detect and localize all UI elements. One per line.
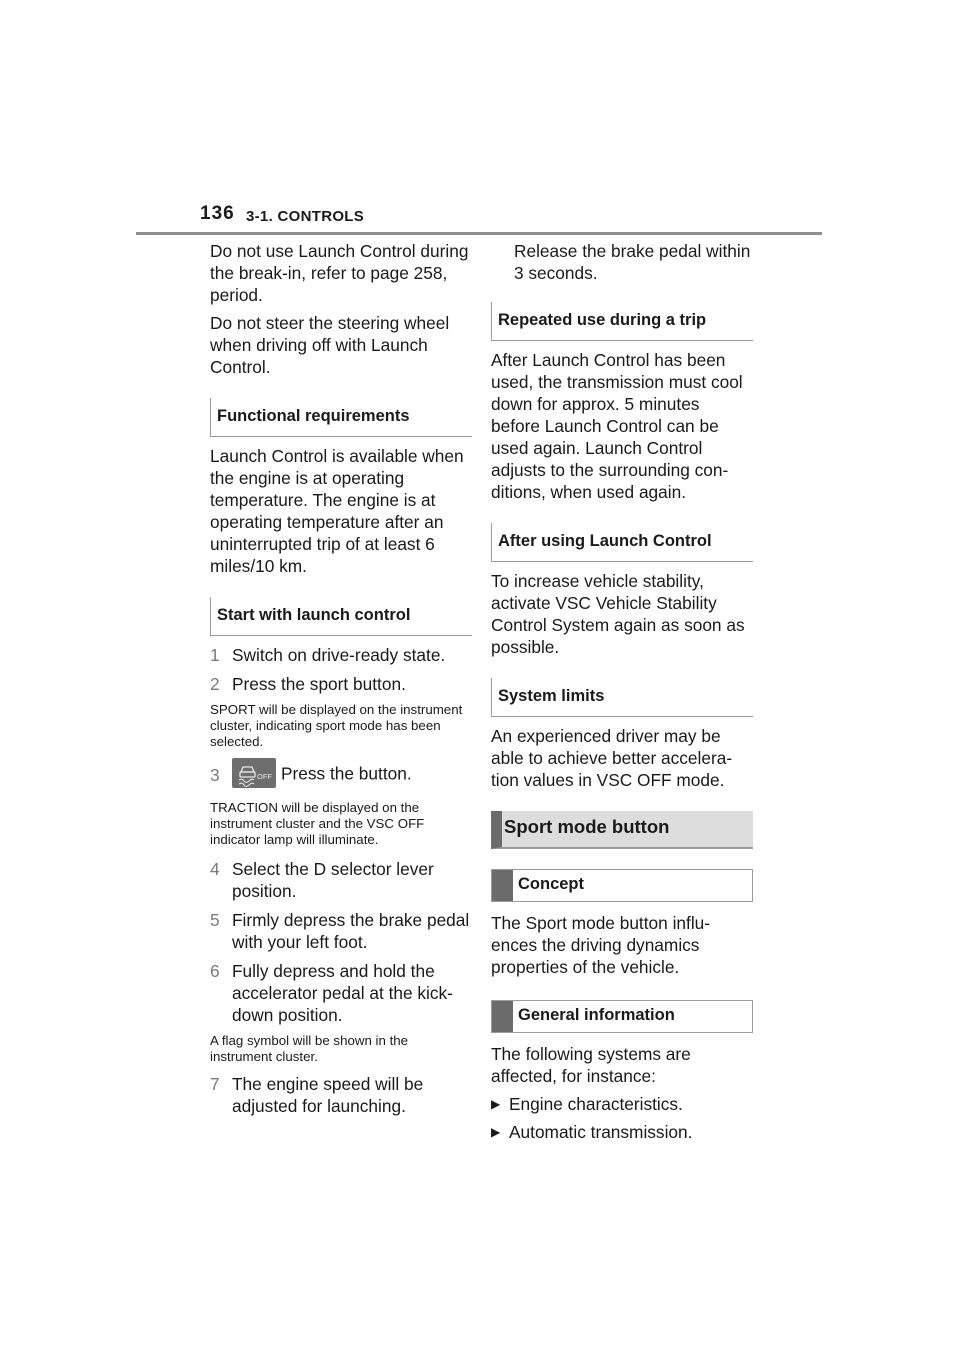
general-information-text: The following systems are affected, for instance: bbox=[491, 1044, 691, 1086]
after-launch-control-heading: After using Launch Control bbox=[491, 523, 753, 562]
list-item-text: Automatic transmission. bbox=[509, 1122, 693, 1142]
start-launch-control-heading: Start with launch control bbox=[210, 597, 472, 636]
steering-paragraph: Do not steer the steering wheel when driving off with Launch Control. bbox=[210, 313, 450, 377]
step-text: The engine speed will be adjusted for launching. bbox=[232, 1074, 424, 1116]
traction-control-off-icon bbox=[232, 758, 276, 788]
flag-note: A flag symbol will be shown in the instrument cluster. bbox=[210, 1033, 409, 1064]
header-divider bbox=[136, 232, 822, 235]
step-text: Firmly depress the brake pedal with your left foot. bbox=[232, 910, 470, 952]
list-item bbox=[491, 1121, 753, 1143]
left-column bbox=[210, 240, 472, 1124]
step-text: Select the D selector lever position. bbox=[232, 859, 434, 901]
step-2 bbox=[210, 673, 472, 695]
concept-heading-label: Concept bbox=[518, 875, 584, 893]
step-number: 7 bbox=[210, 1074, 220, 1094]
list-item bbox=[491, 1093, 753, 1115]
list-item-text: Engine characteristics. bbox=[509, 1094, 683, 1114]
step-text: Press the sport button. bbox=[232, 674, 406, 694]
system-limits-heading: System limits bbox=[491, 678, 753, 717]
heading-bar bbox=[492, 870, 513, 901]
step-4 bbox=[210, 858, 472, 902]
step-number: 3 bbox=[210, 765, 220, 785]
right-column bbox=[491, 240, 753, 1149]
step-6 bbox=[210, 960, 472, 1026]
step-number: 5 bbox=[210, 910, 220, 930]
page-number: 136 bbox=[200, 203, 235, 224]
repeated-use-text: After Launch Control has been used, the transmission must cool down for approx. 5 minutes before Launch Control can be used again. Launch Control adjusts to the surrounding con-ditions, when used again. bbox=[491, 350, 743, 502]
release-brake-text: Release the brake pedal within 3 seconds. bbox=[514, 241, 751, 283]
step-text: Fully depress and hold the accelerator pedal at the kick-down position. bbox=[232, 961, 453, 1025]
bullet-triangle-icon: ▶ bbox=[491, 1125, 501, 1139]
sport-mode-heading: Sport mode button bbox=[491, 811, 753, 849]
sport-note: SPORT will be displayed on the instrument cluster, indicating sport mode has been selected. bbox=[210, 702, 463, 749]
step-number: 1 bbox=[210, 645, 220, 665]
repeated-use-heading: Repeated use during a trip bbox=[491, 302, 753, 341]
step-number: 4 bbox=[210, 859, 220, 879]
step-number: 6 bbox=[210, 961, 220, 981]
traction-note: TRACTION will be displayed on the instrument cluster and the VSC OFF indicator lamp will illuminate. bbox=[210, 800, 425, 847]
icon-off-label: OFF bbox=[257, 772, 272, 781]
break-in-paragraph: Do not use Launch Control during the break-in, refer to page 258, period. bbox=[210, 241, 469, 305]
functional-requirements-text: Launch Control is available when the engine is at operating temperature. The engine is at operating temperature after an uninterrupted trip of at least 6 miles/10 km. bbox=[210, 446, 464, 576]
step-5 bbox=[210, 909, 472, 953]
section-title: 3-1. CONTROLS bbox=[246, 208, 365, 225]
general-information-heading bbox=[491, 1000, 753, 1033]
system-limits-text: An experienced driver may be able to achieve better accelera-tion values in VSC OFF mode. bbox=[491, 726, 733, 790]
concept-heading bbox=[491, 869, 753, 902]
after-launch-control-text: To increase vehicle stability, activate VSC Vehicle Stability Control System again as soon as possible. bbox=[491, 571, 745, 657]
step-text: Switch on drive-ready state. bbox=[232, 645, 446, 665]
step-3 bbox=[210, 760, 472, 790]
step-1 bbox=[210, 644, 472, 666]
step-7 bbox=[210, 1073, 472, 1117]
bullet-triangle-icon: ▶ bbox=[491, 1097, 501, 1111]
general-information-label: General information bbox=[518, 1006, 675, 1024]
functional-requirements-heading: Functional requirements bbox=[210, 398, 472, 437]
step-text: Press the button. bbox=[281, 763, 412, 784]
step-number: 2 bbox=[210, 674, 220, 694]
heading-bar bbox=[492, 1001, 513, 1032]
concept-text: The Sport mode button influ-ences the driving dynamics properties of the vehicle. bbox=[491, 913, 711, 977]
